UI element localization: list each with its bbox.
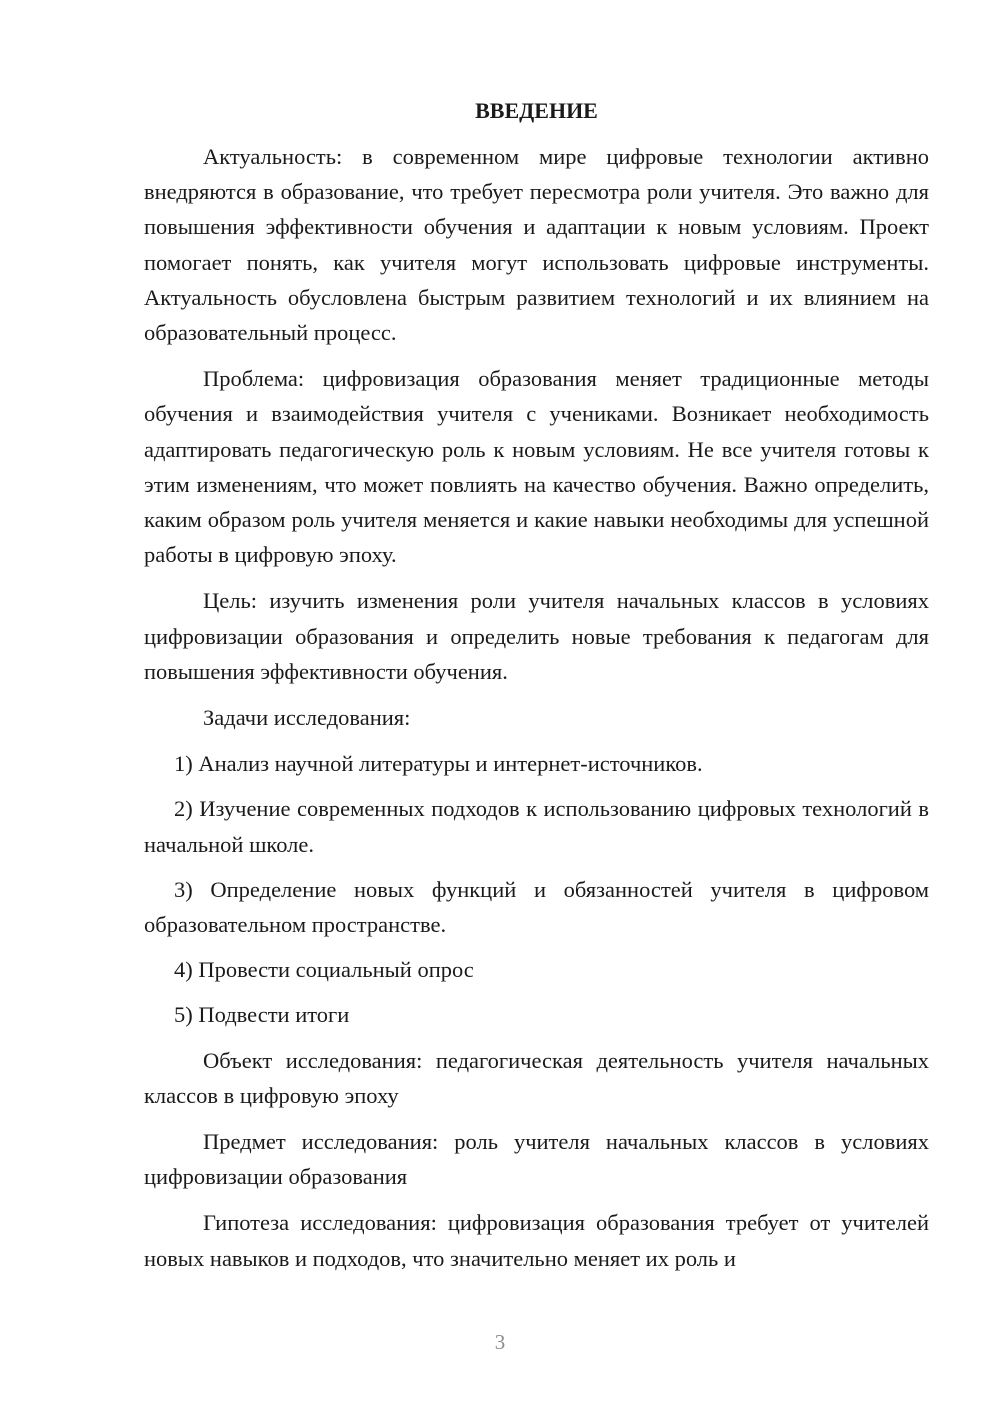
paragraph-goal: Цель: изучить изменения роли учителя начальных классов в условиях цифровизации образования и определить новые требования к педагогам для повышения эффективности обучения.	[144, 588, 929, 684]
paragraph-relevance: Актуальность: в современном мире цифровые технологии активно внедряются в образование, что требует пересмотра роли учителя. Это важно для повышения эффективности обучения и адаптации к новым условиям. Проект помогает понять, как учителя могут использовать цифровые инструменты. Актуальность обусловлена быстрым развитием технологий и их влиянием на образовательный процесс.	[144, 144, 929, 346]
section-heading: ВВЕДЕНИЕ	[475, 98, 598, 123]
text-column	[144, 92, 929, 1287]
task-item: 1) Анализ научной литературы и интернет-источников.	[174, 751, 703, 777]
page-number: 3	[494, 1330, 506, 1354]
tasks-title: Задачи исследования:	[203, 705, 411, 731]
task-item: 3) Определение новых функций и обязанностей учителя в цифровом образовательном пространстве.	[144, 876, 929, 938]
task-list	[144, 746, 929, 1032]
paragraph-object: Объект исследования: педагогическая деятельность учителя начальных классов в цифровую эпоху	[144, 1047, 929, 1108]
paragraph-hypothesis: Гипотеза исследования: цифровизация образования требует от учителей новых навыков и подходов, что значительно меняет их роль и	[144, 1210, 929, 1271]
paragraph-subject: Предмет исследования: роль учителя начальных классов в условиях цифровизации образования	[144, 1129, 929, 1190]
task-item: 4) Провести социальный опрос	[174, 957, 474, 983]
task-item: 2) Изучение современных подходов к использованию цифровых технологий в начальной школе.	[144, 796, 929, 857]
paragraph-problem: Проблема: цифровизация образования меняет традиционные методы обучения и взаимодействия учителя с учениками. Возникает необходимость адаптировать педагогическую роль к новым условиям. Не все учителя готовы к этим изменениям, что может повлиять на качество обучения. Важно определить, каким образом роль учителя меняется и какие навыки необходимы для успешной работы в цифровую эпоху.	[144, 366, 929, 568]
task-item: 5) Подвести итоги	[174, 1002, 350, 1028]
